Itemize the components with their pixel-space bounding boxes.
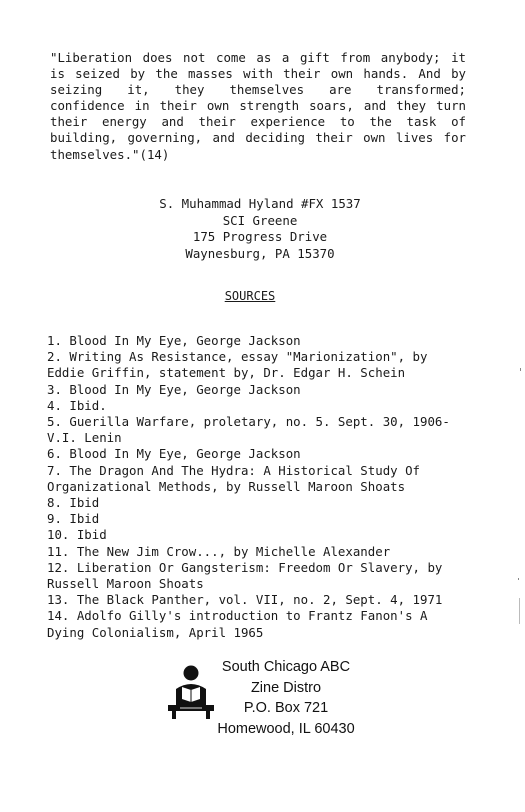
author-address	[130, 196, 390, 262]
sources-list	[47, 333, 467, 641]
distro-line: Homewood, IL 60430	[217, 720, 355, 737]
address-line: 175 Progress Drive	[192, 229, 328, 244]
quote-line: "Liberation does not come as a gift from anybody; it	[50, 50, 466, 65]
quote-line: their energy and their experience to the task of	[50, 114, 466, 130]
source-item: Organizational Methods, by Russell Maroon Shoats	[47, 478, 406, 494]
source-item: 6. Blood In My Eye, George Jackson	[47, 446, 301, 462]
source-item: 12. Liberation Or Gangsterism: Freedom Or Slavery, by	[47, 559, 443, 575]
source-item: 5. Guerilla Warfare, proletary, no. 5. Sept. 30, 1906-	[47, 414, 450, 430]
source-item: Eddie Griffin, statement by, Dr. Edgar H. Schein	[47, 365, 406, 381]
source-item: V.I. Lenin	[47, 430, 122, 446]
distro-footer	[168, 657, 368, 747]
address-line: S. Muhammad Hyland #FX 1537	[159, 196, 361, 211]
source-item: Russell Maroon Shoats	[47, 576, 204, 592]
distro-address	[194, 657, 378, 739]
quote-line: seizing it, they themselves are transformed;	[50, 82, 466, 98]
source-item: 13. The Black Panther, vol. VII, no. 2, Sept. 4, 1971	[47, 592, 443, 608]
distro-line: P.O. Box 721	[243, 700, 329, 716]
source-item: 8. Ibid	[47, 495, 100, 511]
distro-line: Zine Distro	[250, 679, 322, 696]
address-line: SCI Greene	[222, 212, 298, 228]
sources-heading: SOURCES	[224, 289, 276, 303]
scan-speck	[520, 368, 521, 371]
source-item: 11. The New Jim Crow..., by Michelle Alexander	[47, 543, 391, 559]
source-item: 4. Ibid.	[47, 397, 107, 413]
quote-block	[50, 50, 466, 163]
scan-speck	[518, 578, 519, 580]
address-line: Waynesburg, PA 15370	[185, 245, 335, 261]
quote-line: themselves."(14)	[50, 146, 170, 162]
source-item: 7. The Dragon And The Hydra: A Historical Study Of	[47, 462, 420, 478]
quote-line: building, governing, and deciding their own lives for	[50, 130, 466, 146]
source-item: 3. Blood In My Eye, George Jackson	[47, 381, 301, 397]
source-item: 1. Blood In My Eye, George Jackson	[47, 333, 301, 348]
distro-line: South Chicago ABC	[221, 659, 351, 675]
source-item: 2. Writing As Resistance, essay "Marionization", by	[47, 349, 428, 365]
source-item: 9. Ibid	[47, 511, 100, 527]
quote-line: is seized by the masses with their own hands. And by	[50, 66, 466, 82]
scan-speck	[519, 598, 520, 624]
quote-line: confidence in their own strength soars, and they turn	[50, 98, 466, 114]
source-item: Dying Colonialism, April 1965	[47, 624, 264, 640]
source-item: 14. Adolfo Gilly's introduction to Frantz Fanon's A	[47, 608, 428, 624]
source-item: 10. Ibid	[47, 527, 107, 543]
